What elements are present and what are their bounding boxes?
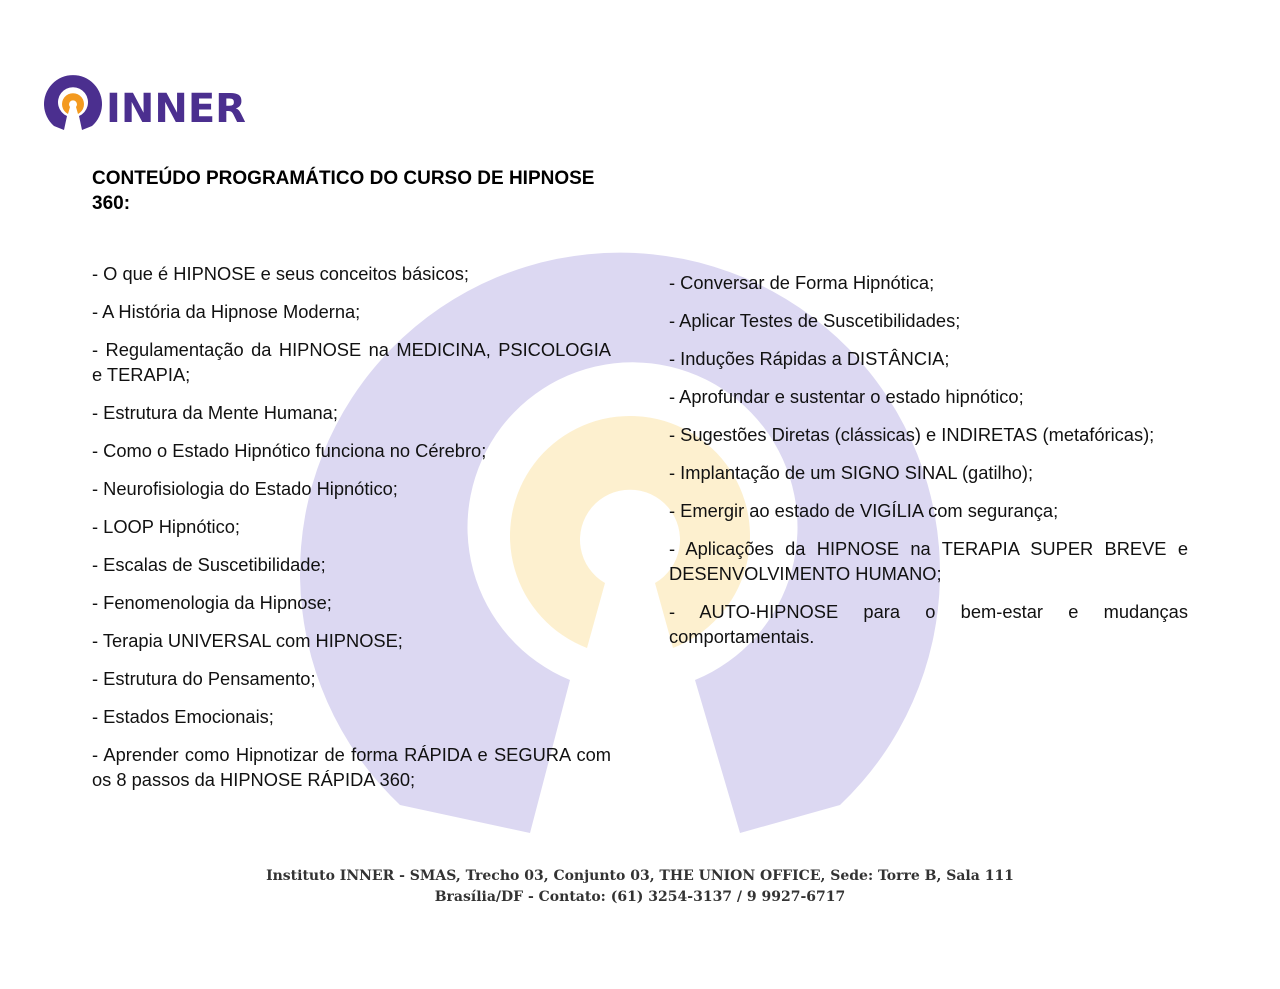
list-item: - Escalas de Suscetibilidade; [92, 554, 326, 575]
list-item: - Aprofundar e sustentar o estado hipnótico; [669, 386, 1024, 407]
list-item: - Aprender como Hipnotizar de forma RÁPIDA e SEGURA com os 8 passos da HIPNOSE RÁPIDA 360; [92, 744, 611, 790]
list-item: - Terapia UNIVERSAL com HIPNOSE; [92, 630, 403, 651]
footer-line-contact: Brasília/DF - Contato: (61) 3254-3137 / 9 9927-6717 [434, 889, 846, 905]
right-topic-list [669, 270, 1188, 662]
list-item: - Induções Rápidas a DISTÂNCIA; [669, 348, 950, 369]
logo-wordmark: INNER [106, 86, 246, 132]
list-item: - Emergir ao estado de VIGÍLIA com segurança; [669, 500, 1059, 521]
list-item: - Neurofisiologia do Estado Hipnótico; [92, 478, 398, 499]
list-item: - Como o Estado Hipnótico funciona no Cérebro; [92, 440, 487, 461]
list-item: - O que é HIPNOSE e seus conceitos básicos; [92, 263, 469, 284]
list-item: - Fenomenologia da Hipnose; [92, 592, 332, 613]
inner-logo [42, 68, 246, 132]
list-item: - Implantação de um SIGNO SINAL (gatilho); [669, 462, 1034, 483]
list-item: - Conversar de Forma Hipnótica; [669, 272, 935, 293]
list-item: - Estrutura da Mente Humana; [92, 402, 338, 423]
footer-address [0, 866, 1280, 908]
list-item: - Aplicações da HIPNOSE na TERAPIA SUPER BREVE e DESENVOLVIMENTO HUMANO; [669, 538, 1188, 584]
list-item: - Regulamentação da HIPNOSE na MEDICINA, PSICOLOGIA e TERAPIA; [92, 339, 611, 385]
left-topic-list [92, 261, 611, 805]
footer-line-address: Instituto INNER - SMAS, Trecho 03, Conjunto 03, THE UNION OFFICE, Sede: Torre B, Sala 111 [266, 868, 1014, 884]
list-item: - Aplicar Testes de Suscetibilidades; [669, 310, 961, 331]
list-item: - Estrutura do Pensamento; [92, 668, 316, 689]
list-item: - AUTO-HIPNOSE para o bem-estar e mudanças comportamentais. [669, 601, 1188, 647]
list-item: - Estados Emocionais; [92, 706, 274, 727]
list-item: - Sugestões Diretas (clássicas) e INDIRETAS (metafóricas); [669, 424, 1155, 445]
list-item: - LOOP Hipnótico; [92, 516, 241, 537]
inner-logo-icon [42, 70, 104, 132]
list-item: - A História da Hipnose Moderna; [92, 301, 361, 322]
page-title: CONTEÚDO PROGRAMÁTICO DO CURSO DE HIPNOSE 360: [92, 168, 595, 214]
